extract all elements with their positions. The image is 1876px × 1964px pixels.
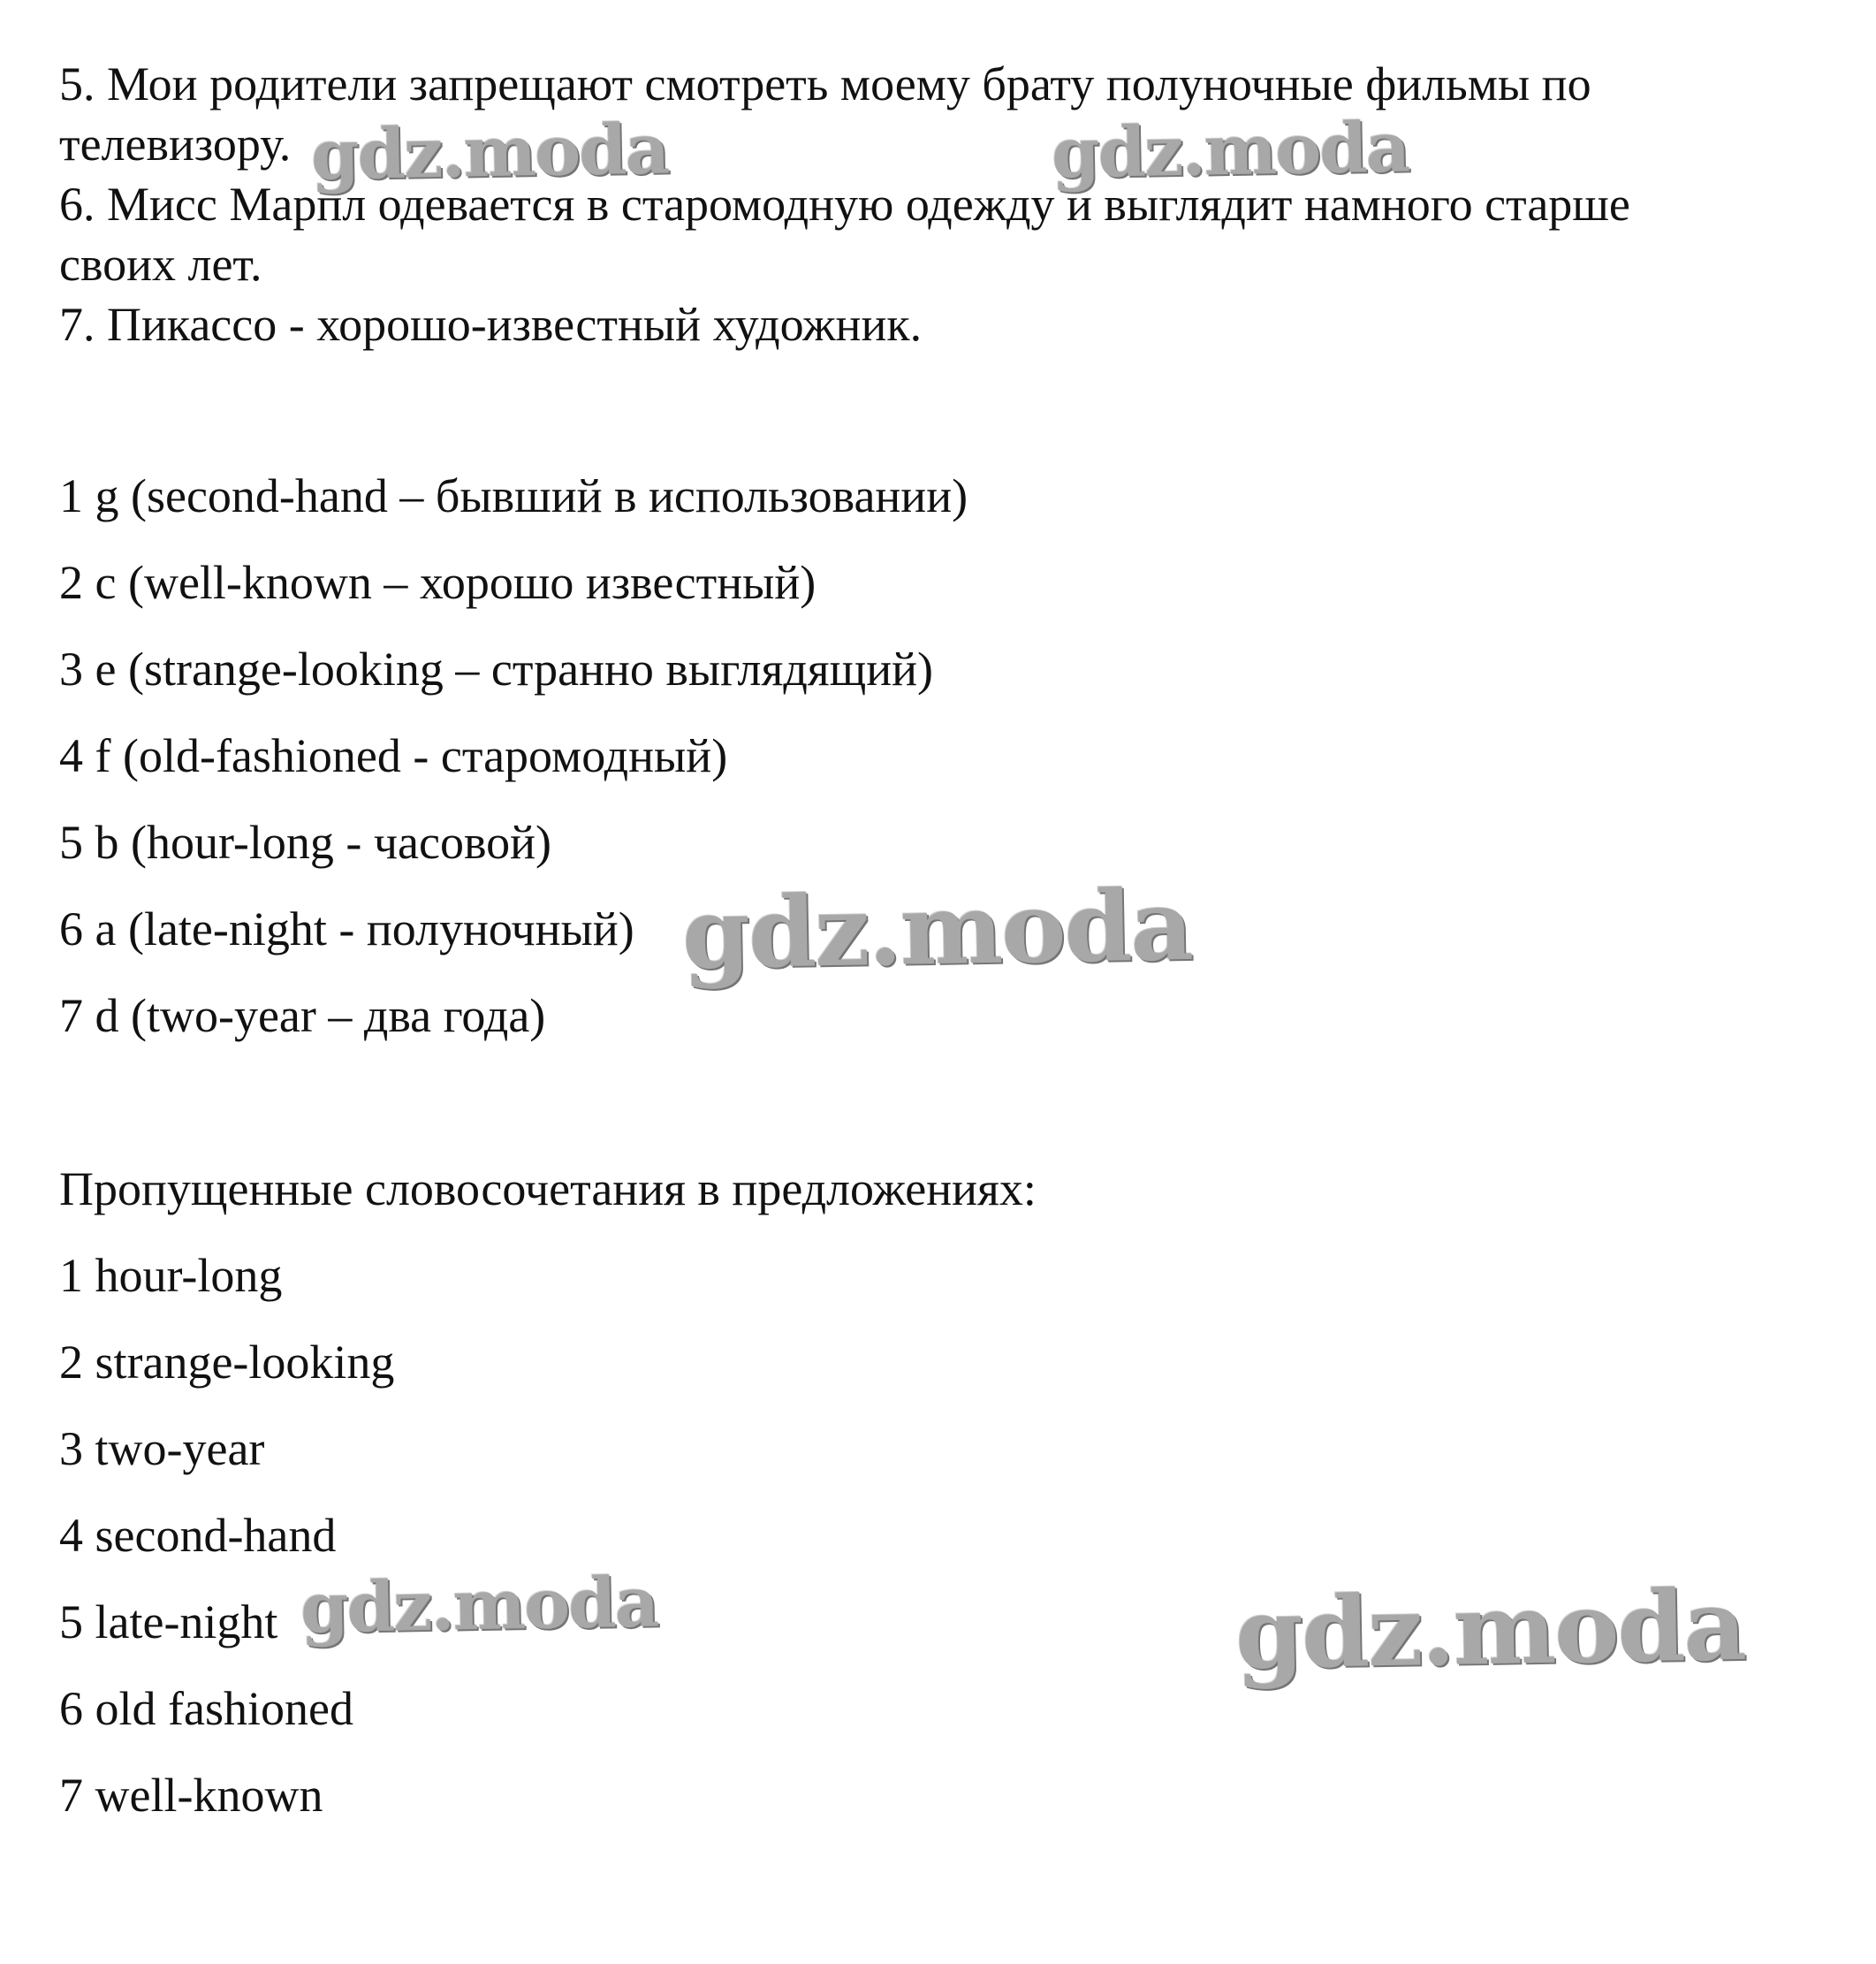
matching-item-7: 7 d (two-year – два года) bbox=[59, 989, 546, 1042]
matching-item-5: 5 b (hour-long - часовой) bbox=[59, 816, 551, 869]
missing-item-5: 5 late-night bbox=[59, 1595, 278, 1648]
sentence-6-line-2: своих лет. bbox=[59, 238, 262, 291]
missing-item-4: 4 second-hand bbox=[59, 1509, 337, 1562]
sentence-7: 7. Пикассо - хорошо-известный художник. bbox=[59, 298, 923, 351]
watermark: gdz.moda bbox=[1051, 107, 1409, 194]
watermark: gdz.moda bbox=[300, 1562, 658, 1649]
watermark: gdz.moda bbox=[1234, 1567, 1746, 1692]
missing-item-1: 1 hour-long bbox=[59, 1249, 283, 1302]
matching-item-3: 3 e (strange-looking – странно выглядящий) bbox=[59, 643, 934, 696]
missing-item-3: 3 two-year bbox=[59, 1422, 265, 1475]
sentence-6-line-1: 6. Мисс Марпл одевается в старомодную одежду и выглядит намного старше bbox=[59, 178, 1630, 231]
matching-item-4: 4 f (old-fashioned - старомодный) bbox=[59, 729, 728, 782]
missing-heading: Пропущенные словосочетания в предложениях: bbox=[59, 1162, 1037, 1215]
matching-item-2: 2 c (well-known – хорошо известный) bbox=[59, 556, 816, 609]
matching-item-6: 6 a (late-night - полуночный) bbox=[59, 902, 634, 955]
missing-item-7: 7 well-known bbox=[59, 1769, 323, 1822]
watermark: gdz.moda bbox=[680, 867, 1193, 992]
matching-item-1: 1 g (second-hand – бывший в использовании) bbox=[59, 469, 968, 522]
missing-item-2: 2 strange-looking bbox=[59, 1336, 395, 1389]
sentence-5-line-2: телевизору. bbox=[59, 118, 292, 171]
missing-item-6: 6 old fashioned bbox=[59, 1682, 353, 1735]
sentence-5-line-1: 5. Мои родители запрещают смотреть моему брату полуночные фильмы по bbox=[59, 57, 1591, 110]
watermark: gdz.moda bbox=[310, 109, 669, 196]
